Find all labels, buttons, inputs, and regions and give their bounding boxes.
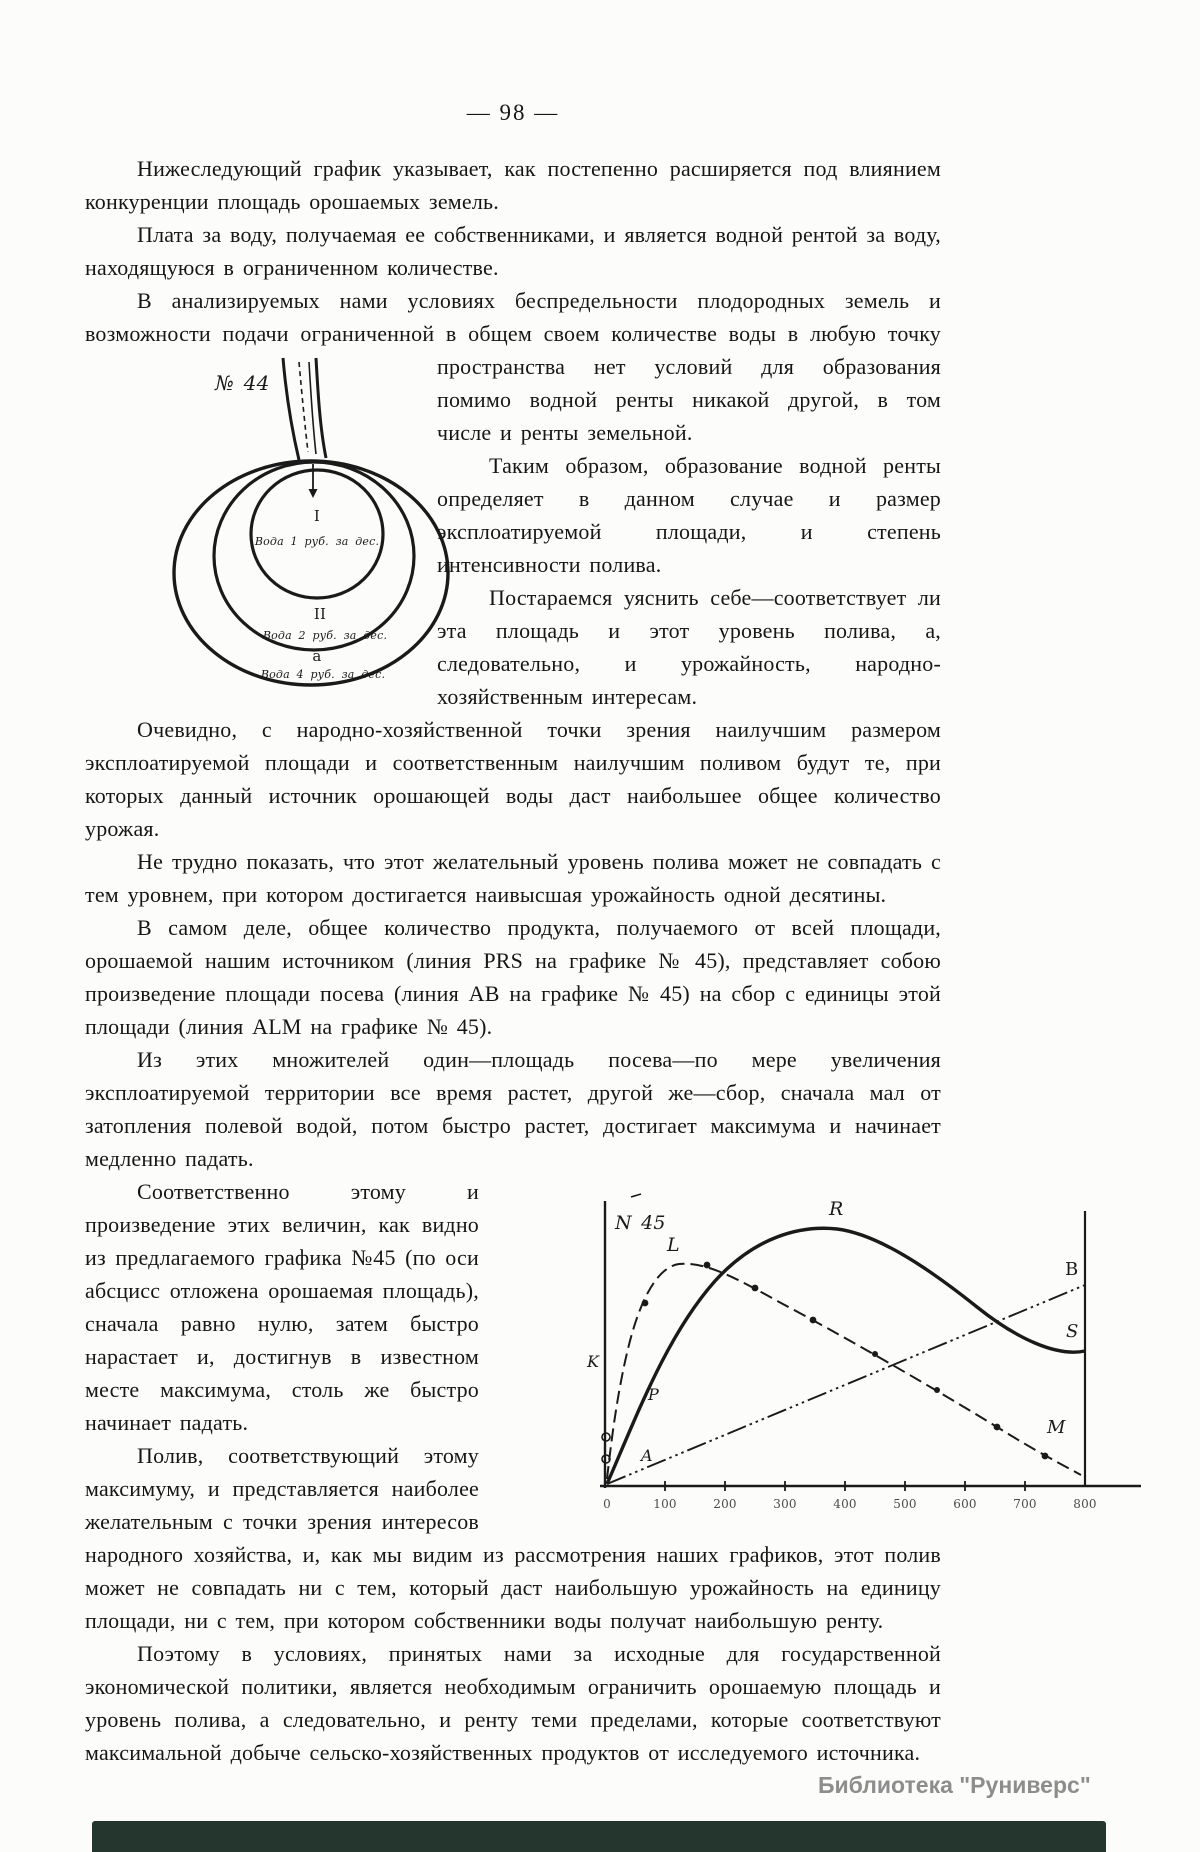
paragraph-12: Поэтому в условиях, принятых нами за исходные для государственной экономической политики, является необходимым ограничить орошаемую площадь и уровень полива, а следовательно, и ренту теми пределами, которые соответствуют максимальной добыче сельско-хозяйственных продуктов от исследуемого источника. <box>85 1641 941 1765</box>
x-tick-700: 700 <box>1013 1497 1037 1511</box>
bottom-scan-bar <box>92 1821 1106 1852</box>
channel-flow-dashes <box>299 362 308 452</box>
curve-ALM-dot-markers <box>642 1262 1049 1460</box>
figure-45 <box>493 1185 1097 1530</box>
x-tick-labels <box>603 1497 1097 1511</box>
zone-1-numeral: I <box>313 507 321 525</box>
x-tick-100: 100 <box>653 1497 677 1511</box>
zone-2-numeral: II <box>313 605 327 623</box>
paragraph-6: Очевидно, с народно-хозяйственной точки зрения наилучшим размером эксплоатируемой площади и соответственным наилучшим поливом будут те, при которых данный источник орошающей воды даст наибольшее общее количество урожая. <box>85 717 941 841</box>
curve-PRS-total-product <box>607 1228 1085 1484</box>
axis-top-mark <box>631 1194 641 1197</box>
flow-arrow-head <box>309 489 318 498</box>
paragraph-4: Таким образом, образование водной ренты определяет в данном случае и размер эксплоатируемой площади, и степень интенсивности полива. <box>437 453 941 577</box>
channel-right-line <box>316 358 326 458</box>
figure-44 <box>105 356 417 694</box>
chart-title: N 45 <box>615 1212 666 1234</box>
line-AB-sown-area <box>607 1285 1085 1484</box>
label-S: S <box>1066 1321 1079 1342</box>
x-tick-400: 400 <box>833 1497 857 1511</box>
x-tick-600: 600 <box>953 1497 977 1511</box>
paragraph-8: В самом деле, общее количество продукта, получаемого от всей площади, орошаемой нашим источником (линия PRS на графике № 45), представляет собою произведение площади посева (линия АВ на графике № 45) на сбор с единицы этой площади (линия ALM на графике № 45). <box>85 915 941 1039</box>
zone-2-caption: Вода 2 руб. за дес. <box>262 629 388 642</box>
x-tick-800: 800 <box>1073 1497 1097 1511</box>
figure-44-drawing <box>157 356 469 694</box>
paragraph-10-text: Соответственно этому и произведение этих величин, как видно из предлагаемого графика №45 (по оси абсцисс отложена орошаемая площадь), сначала равно нулю, затем быстро нарастает и, достигнув в известном месте максимума, столь же быстро начинает падать. <box>85 1179 479 1435</box>
label-B: B <box>1065 1259 1079 1280</box>
zone-1-caption: Вода 1 руб. за дес. <box>254 535 380 548</box>
channel-left-line <box>283 358 299 460</box>
paragraph-10 <box>85 1175 1097 1511</box>
text-block <box>85 100 1097 1769</box>
channel-inner-line <box>309 362 316 454</box>
x-tick-500: 500 <box>893 1497 917 1511</box>
paragraph-3-wrap: нет условий для образования помимо водной ренты никакой другой, в том числе и ренты земельной. <box>437 354 941 445</box>
label-P: P <box>648 1385 659 1404</box>
label-K: K <box>587 1352 600 1371</box>
paragraph-2: Плата за воду, получаемая ее собственниками, и является водной рентой за воду, находящуюся в ограниченном количестве. <box>85 222 941 280</box>
figure-44-label: № 44 <box>215 371 270 395</box>
paragraph-1: Нижеследующий график указывает, как постепенно расширяется под влиянием конкуренции площадь орошаемых земель. <box>85 156 941 214</box>
label-M: M <box>1047 1417 1066 1438</box>
zone-3-caption: Вода 4 руб. за дес. <box>260 668 386 681</box>
paragraph-5: Постараемся уяснить себе—соответствует ли эта площадь и этот уровень полива, а, следовательно, и урожайность, народно-хозяйственным интересам. <box>437 585 941 709</box>
paragraph-3-start: В анализируемых нами условиях беспредельности плодородных земель и возможности подачи ограниченной в общем своем количестве воды в любую точку пространства <box>85 288 941 379</box>
label-R: R <box>829 1198 844 1220</box>
figure-45-chart <box>545 1185 1145 1530</box>
paragraph-11: Полив, соответствующий этому максимуму, и представляется наиболее желательным с точки зрения интересов народного хозяйства, и, как мы видим из рассмотрения наших графиков, этот полив может не совпадать ни с тем, который даст наибольшую урожайность на единицу площади, ни с тем, при котором собственники воды получат наибольшую ренту. <box>85 1443 941 1633</box>
label-L: L <box>667 1234 680 1256</box>
label-A: A <box>641 1446 653 1465</box>
x-tick-0: 0 <box>603 1497 611 1511</box>
paragraph-7: Не трудно показать, что этот желательный уровень полива может не совпадать с тем уровнем, при котором достигается наивысшая урожайность одной десятины. <box>85 849 941 907</box>
page-number: — 98 — <box>466 100 560 125</box>
curve-ALM-unit-yield <box>607 1264 1081 1479</box>
paragraph-9: Из этих множителей один—площадь посева—по мере увеличения эксплоатируемой территории все время растет, другой же—сбор, сначала мал от затопления полевой водой, потом быстро растет, достигает максимума и начинает медленно падать. <box>85 1047 941 1171</box>
zone-3-numeral: а <box>312 647 322 665</box>
library-watermark: Библиотека "Руниверс" <box>818 1772 1091 1798</box>
x-tick-200: 200 <box>713 1497 737 1511</box>
x-tick-300: 300 <box>773 1497 797 1511</box>
